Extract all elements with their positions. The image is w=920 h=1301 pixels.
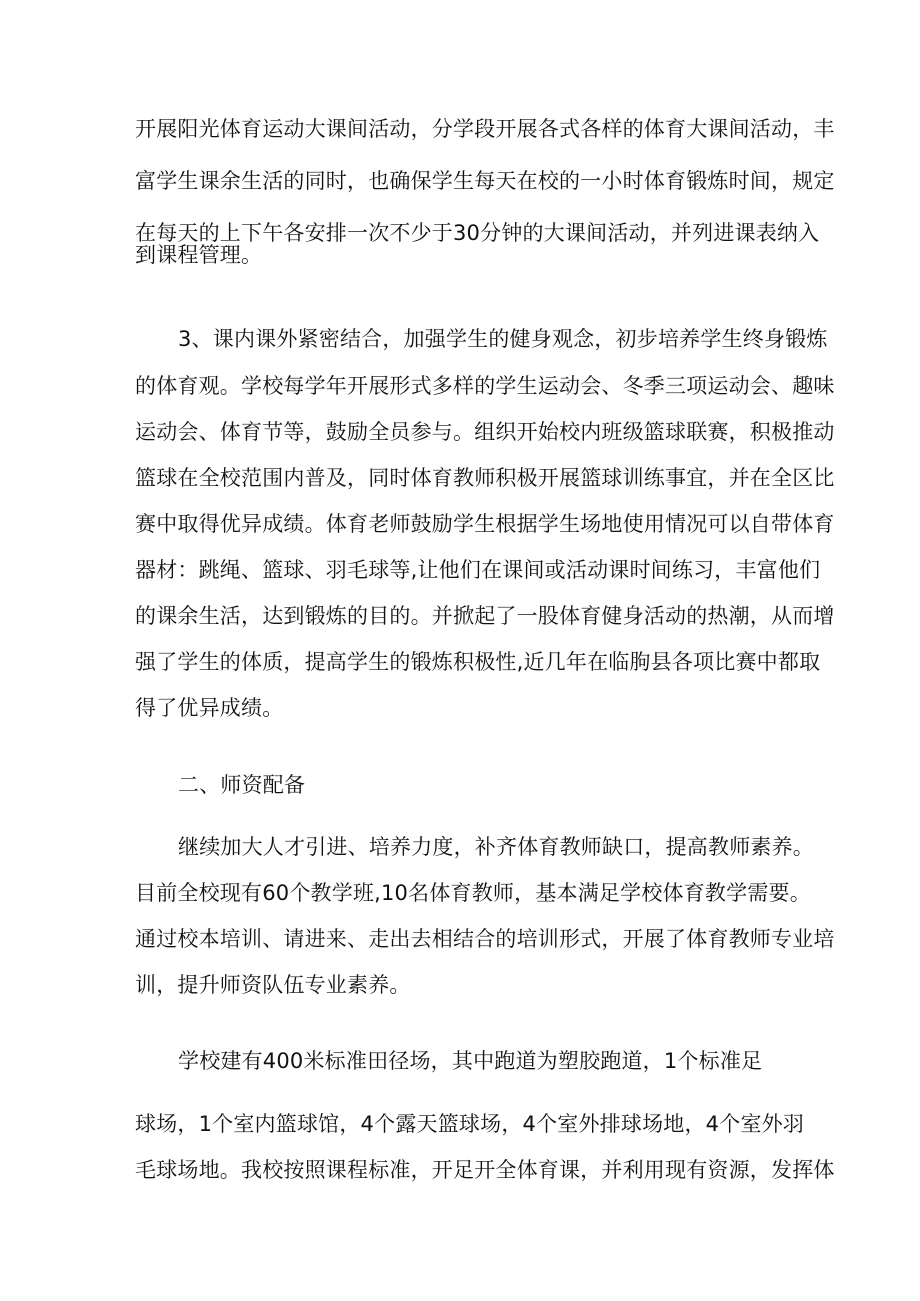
paragraph-line: 富学生课余生活的同时，也确保学生每天在校的一小时体育锻炼时间，规定 <box>135 169 835 193</box>
paragraph-line: 毛球场地。我校按照课程标准，开足开全体育课，并利用现有资源，发挥体 <box>135 1158 835 1182</box>
paragraph-line: 强了学生的体质，提高学生的锻炼积极性,近几年在临朐县各项比赛中都取 <box>135 650 821 674</box>
paragraph-line: 继续加大人才引进、培养力度，补齐体育教师缺口，提高教师素养。 <box>178 835 814 859</box>
paragraph-line: 球场，1个室内篮球馆，4个露天篮球场，4个室外排球场地，4个室外羽 <box>135 1112 805 1136</box>
paragraph-line: 开展阳光体育运动大课间活动，分学段开展各式各样的体育大课间活动，丰 <box>135 117 835 141</box>
paragraph-line: 篮球在全校范围内普及，同时体育教师积极开展篮球训练事宜，并在全区比 <box>135 466 835 490</box>
paragraph-line: 学校建有400米标准田径场，其中跑道为塑胶跑道，1个标准足 <box>178 1049 763 1073</box>
paragraph-line: 训，提升师资队伍专业素养。 <box>135 973 411 997</box>
paragraph-line: 3、课内课外紧密结合，加强学生的健身观念，初步培养学生终身锻炼 <box>178 327 828 351</box>
paragraph-line: 目前全校现有60个教学班,10名体育教师，基本满足学校体育教学需要。 <box>135 881 811 905</box>
paragraph-line: 通过校本培训、请进来、走出去相结合的培训形式，开展了体育教师专业培 <box>135 927 835 951</box>
paragraph-line: 运动会、体育节等，鼓励全员参与。组织开始校内班级篮球联赛，积极推动 <box>135 420 835 444</box>
paragraph-line: 到课程管理。 <box>135 243 263 267</box>
paragraph-line: 在每天的上下午各安排一次不少于30分钟的大课间活动，并列进课表纳入 <box>135 221 820 245</box>
paragraph-line: 赛中取得优异成绩。体育老师鼓励学生根据学生场地使用情况可以自带体育 <box>135 512 835 536</box>
paragraph-line: 得了优异成绩。 <box>135 696 284 720</box>
section-heading: 二、师资配备 <box>178 773 306 797</box>
paragraph-line: 器材：跳绳、篮球、羽毛球等,让他们在课间或活动课时间练习，丰富他们 <box>135 558 821 582</box>
paragraph-line: 的体育观。学校每学年开展形式多样的学生运动会、冬季三项运动会、趣味 <box>135 374 835 398</box>
paragraph-line: 的课余生活，达到锻炼的目的。并掀起了一股体育健身活动的热潮，从而增 <box>135 604 835 628</box>
